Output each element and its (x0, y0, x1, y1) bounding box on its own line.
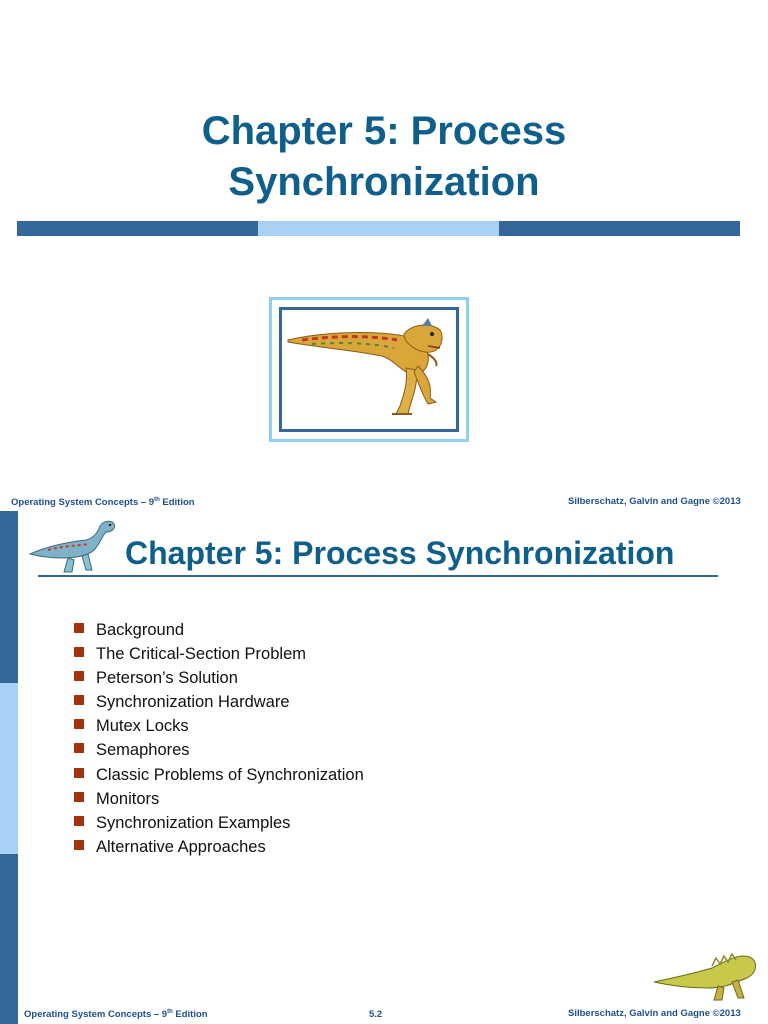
title-bar-middle (258, 221, 499, 236)
list-item (72, 690, 364, 714)
bullet-square-icon (74, 768, 84, 778)
title-bar-left (17, 221, 258, 236)
slide1-footer-left (11, 497, 195, 508)
list-item (72, 738, 364, 762)
list-item-text: The Critical-Section Problem (96, 645, 306, 664)
slide2-footer-left (24, 1009, 208, 1020)
bullet-square-icon (74, 695, 84, 705)
slide1-footer-right: Silberschatz, Galvin and Gagne ©2013 (568, 496, 741, 507)
corner-dinosaur-icon (652, 948, 762, 1006)
sidebar-stripe-middle (0, 683, 18, 854)
sidebar-stripe-top (0, 511, 18, 683)
list-item-text: Synchronization Hardware (96, 693, 290, 712)
slide1-footer-edition: Edition (159, 497, 195, 509)
slide1-footer-sup: th (154, 497, 160, 503)
slide2-footer-edition: Edition (172, 1009, 208, 1021)
dinosaur-image-frame (269, 297, 469, 442)
slide2-title: Chapter 5: Process Synchronization (125, 535, 675, 571)
list-item (72, 714, 364, 738)
list-item (72, 666, 364, 690)
bullet-square-icon (74, 743, 84, 753)
list-item (72, 835, 364, 859)
bullet-square-icon (74, 647, 84, 657)
list-item (72, 811, 364, 835)
dinosaur-image-inner-frame (279, 307, 459, 432)
slide1-title (0, 106, 768, 208)
list-item-text: Monitors (96, 789, 160, 808)
bullet-square-icon (74, 671, 84, 681)
list-item (72, 642, 364, 666)
slide1-title-line2: Synchronization (228, 160, 540, 204)
list-item (72, 787, 364, 811)
slide2-page-number: 5.2 (369, 1009, 383, 1020)
list-item (72, 618, 364, 642)
list-item-text: Synchronization Examples (96, 813, 291, 832)
list-item-text: Alternative Approaches (96, 837, 266, 856)
title-bar-right (499, 221, 740, 236)
list-item (72, 763, 364, 787)
list-item-text: Semaphores (96, 741, 190, 760)
slide2-footer-right: Silberschatz, Galvin and Gagne ©2013 (568, 1008, 741, 1019)
list-item-text: Background (96, 621, 185, 639)
list-item-text: Peterson’s Solution (96, 669, 238, 688)
slide1-title-line1: Chapter 5: Process (201, 109, 567, 153)
trex-dinosaur-icon (282, 310, 458, 431)
sidebar-stripe-bottom (0, 854, 18, 1024)
list-item-text: Classic Problems of Synchronization (96, 765, 364, 784)
bullet-square-icon (74, 840, 84, 850)
bullet-square-icon (74, 623, 84, 633)
slide2-title-underline (38, 575, 718, 577)
topic-list (72, 618, 364, 859)
slide2-footer-sup: th (167, 1009, 173, 1015)
small-dinosaur-icon (28, 516, 118, 576)
bullet-square-icon (74, 792, 84, 802)
bullet-square-icon (74, 719, 84, 729)
bullet-square-icon (74, 816, 84, 826)
slide2-footer-book: Operating System Concepts – 9 (24, 1009, 168, 1021)
list-item-text: Mutex Locks (96, 717, 189, 736)
slide1-footer-book: Operating System Concepts – 9 (11, 497, 155, 509)
